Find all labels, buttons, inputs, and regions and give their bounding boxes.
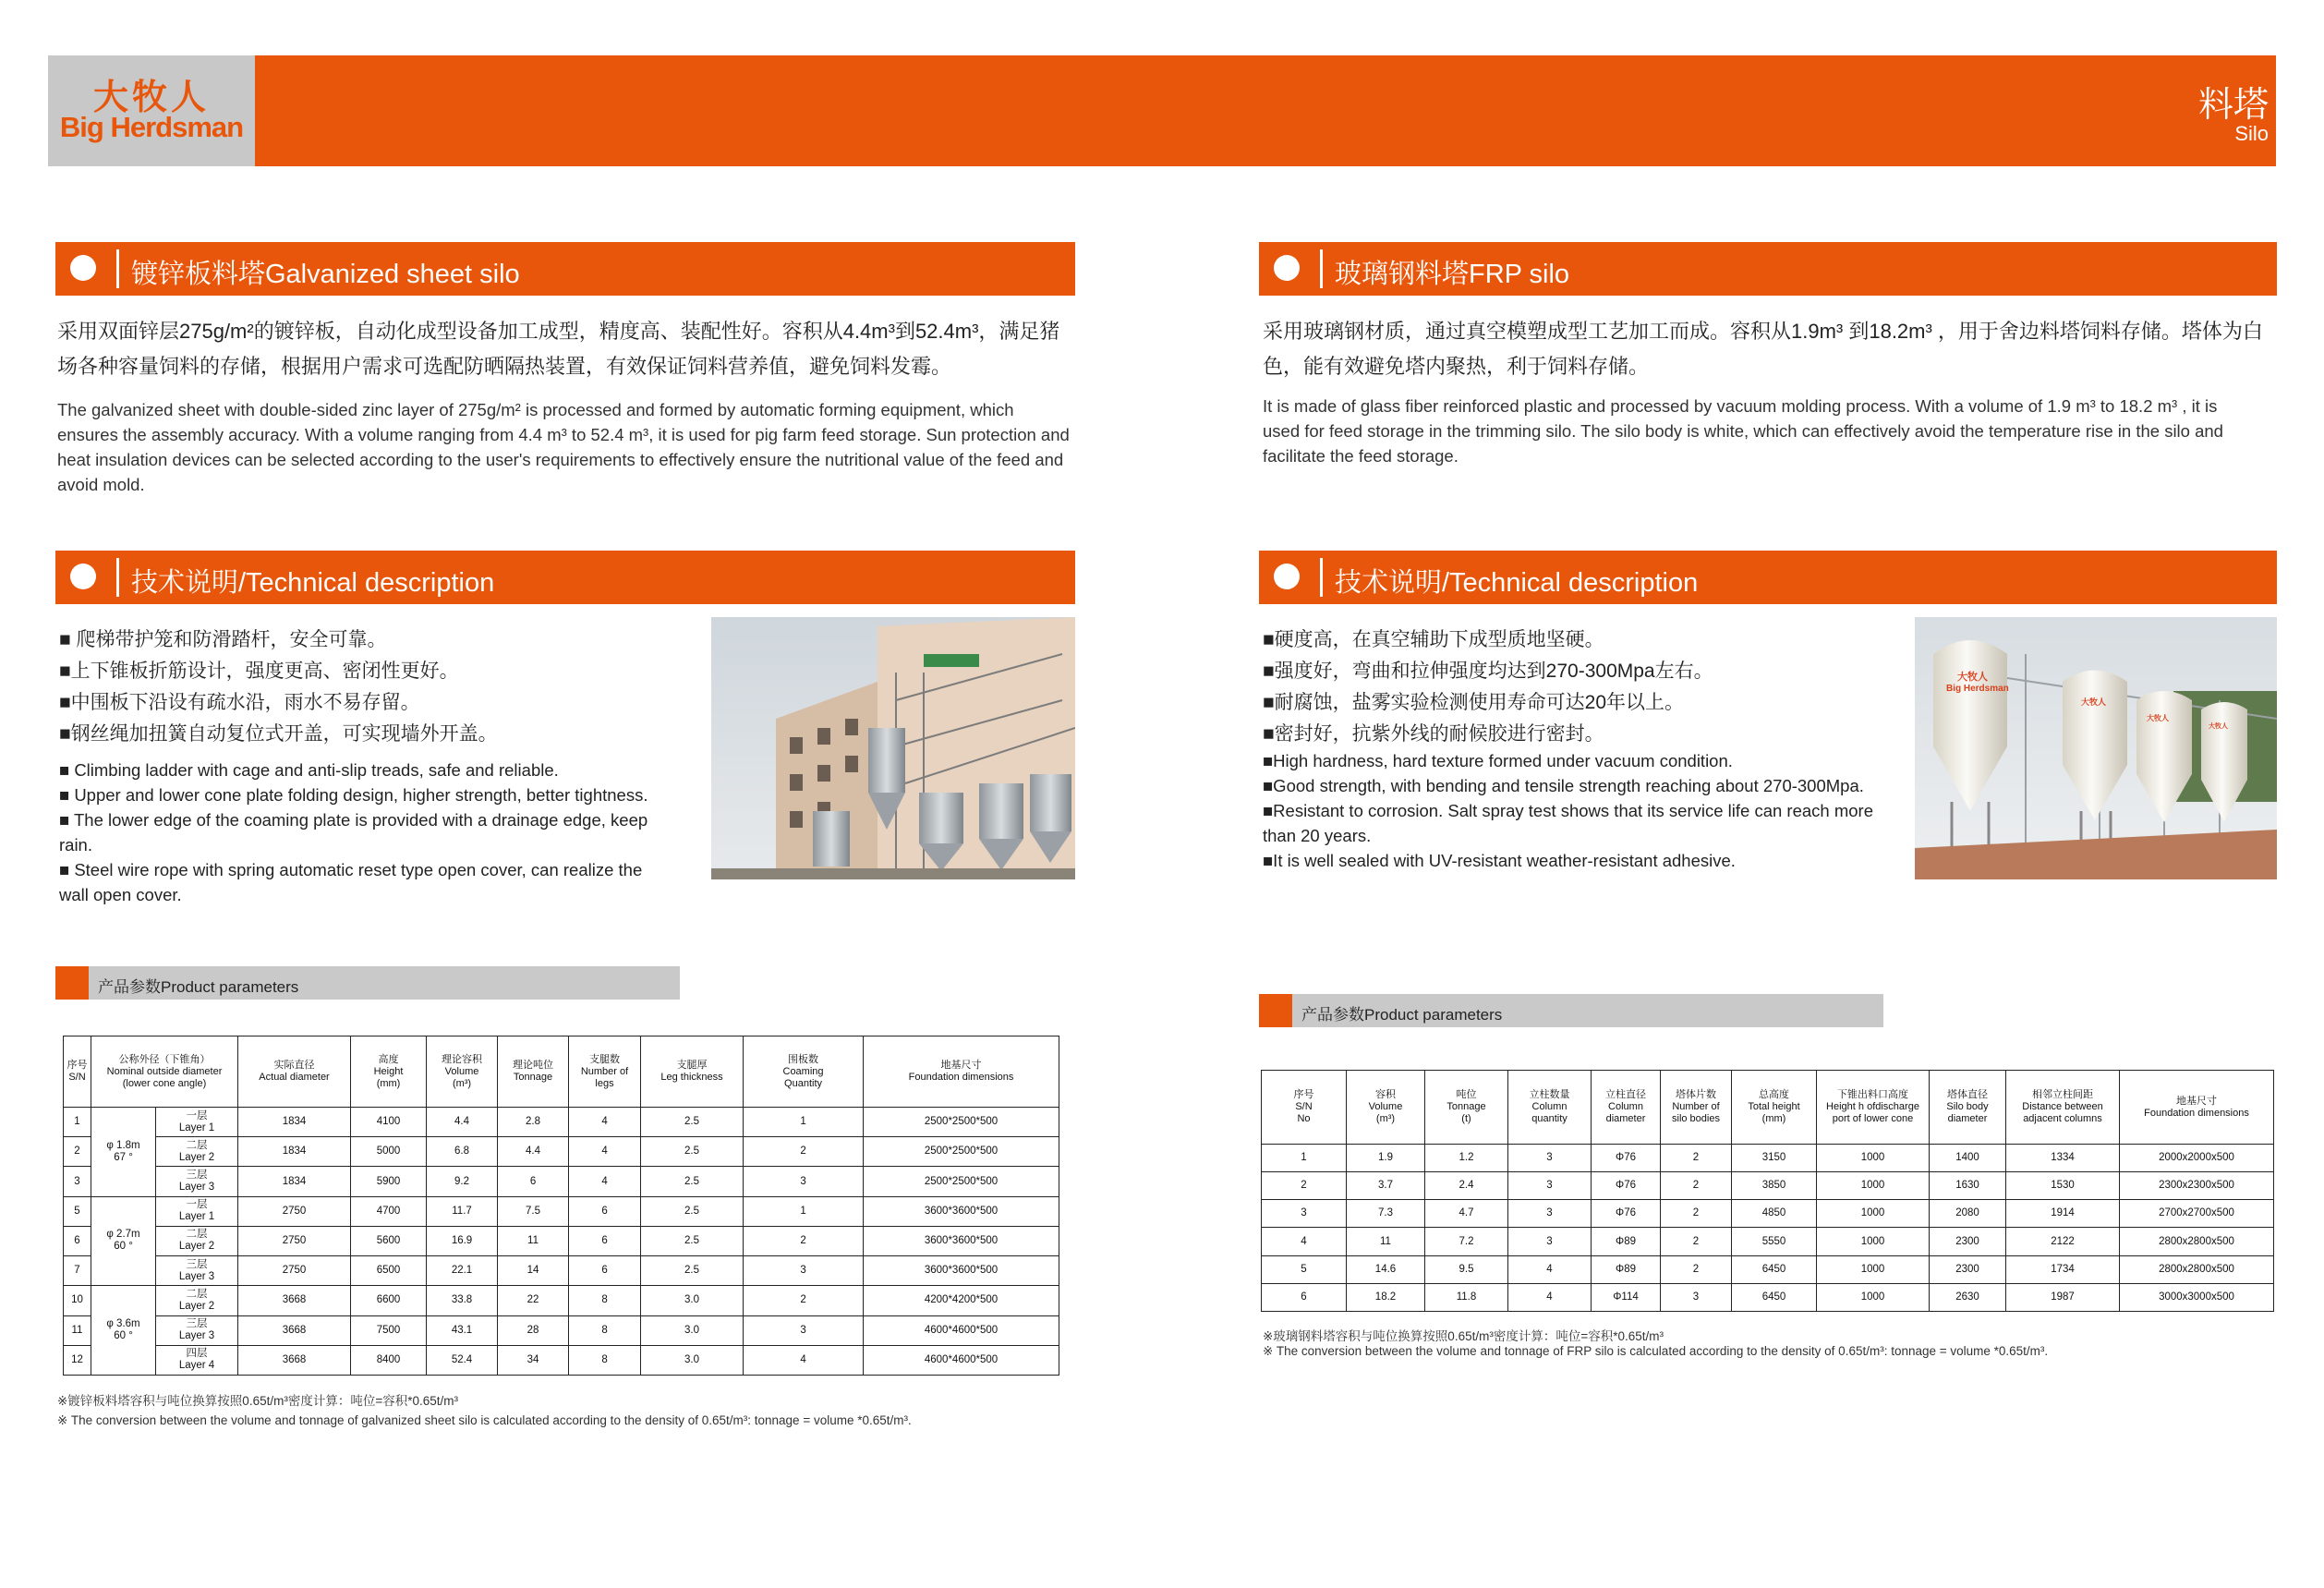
table-cell: 10 — [64, 1286, 91, 1315]
table-cell: 3 — [1262, 1200, 1347, 1228]
table-cell: 8 — [569, 1345, 641, 1375]
table-header-cell: 围板数 Coaming Quantity — [744, 1036, 864, 1108]
table-cell: 2 — [64, 1137, 91, 1167]
table-row — [64, 1256, 1059, 1286]
table-cell: 3 — [744, 1256, 864, 1286]
table-cell: 4 — [1508, 1255, 1592, 1283]
table-cell: 1987 — [2006, 1283, 2120, 1311]
table-cell: 14.6 — [1347, 1255, 1425, 1283]
bullet-cn: ■钢丝绳加扭簧自动复位式开盖，可实现墙外开盖。 — [59, 723, 498, 745]
table-cell: 4.7 — [1425, 1200, 1508, 1228]
galvanized-section-bar — [55, 242, 1075, 296]
table-cell: 11 — [498, 1226, 569, 1255]
table-cell: 4 — [1262, 1228, 1347, 1255]
frp-section-title: 玻璃钢料塔FRP silo — [1335, 260, 1570, 289]
table-cell: 3600*3600*500 — [864, 1256, 1059, 1286]
table-cell: 3.0 — [641, 1315, 744, 1345]
galvanized-section-title: 镀锌板料塔Galvanized sheet silo — [131, 260, 520, 289]
table-cell: 二层 Layer 2 — [156, 1226, 238, 1255]
table-header-cell: 塔体片数 Number of silo bodies — [1661, 1071, 1732, 1145]
bullet-en: ■Good strength, with bending and tensile strength reaching about 270-300Mpa. — [1263, 776, 1864, 795]
table-header-cell: 实际直径 Actual diameter — [238, 1036, 351, 1108]
param-square-icon — [1259, 994, 1292, 1027]
table-cell: 1834 — [238, 1108, 351, 1137]
table-cell: 2000x2000x500 — [2120, 1145, 2274, 1172]
table-header-cell: 序号 S/N No — [1262, 1071, 1347, 1145]
table-cell: 3 — [1508, 1228, 1592, 1255]
table-cell: 1.9 — [1347, 1145, 1425, 1172]
table-header-cell: 相邻立柱间距 Distance between adjacent columns — [2006, 1071, 2120, 1145]
galvanized-bullets-en — [59, 758, 650, 907]
bullet-dot-icon — [70, 255, 96, 281]
table-cell: 52.4 — [427, 1345, 498, 1375]
table-header-row — [1262, 1071, 2274, 1145]
table-cell: 11 — [64, 1315, 91, 1345]
bullet-en: ■Resistant to corrosion. Salt spray test shows that its service life can reach more than 20 years. — [1263, 801, 1873, 845]
table-cell: 2.5 — [641, 1196, 744, 1226]
table-cell: Φ114 — [1592, 1283, 1661, 1311]
table-cell: 2750 — [238, 1196, 351, 1226]
table-cell: 4600*4600*500 — [864, 1315, 1059, 1345]
table-row — [64, 1226, 1059, 1255]
bullet-cn: ■中围板下沿设有疏水沿，雨水不易存留。 — [59, 692, 420, 713]
table-cell: 4 — [1508, 1283, 1592, 1311]
table-cell: 2 — [1661, 1255, 1732, 1283]
table-row — [1262, 1283, 2274, 1311]
table-row — [64, 1137, 1059, 1167]
table-cell: 6 — [569, 1226, 641, 1255]
frp-note-en: ※ The conversion between the volume and tonnage of FRP silo is calculated according to the density of 0.65t/m³: tonnage = volume *0.65t/m³. — [1263, 1344, 2049, 1358]
bullet-cn: ■上下锥板折筋设计，强度更高、密闭性更好。 — [59, 661, 459, 682]
table-cell: 1400 — [1930, 1145, 2006, 1172]
bullet-en: ■ The lower edge of the coaming plate is provided with a drainage edge, keep rain. — [59, 810, 648, 855]
table-cell: 一层 Layer 1 — [156, 1108, 238, 1137]
table-header-cell: 立柱数量 Column quantity — [1508, 1071, 1592, 1145]
table-header-cell: 地基尺寸 Foundation dimensions — [2120, 1071, 2274, 1145]
galvanized-silo-photo — [711, 617, 1075, 879]
bullet-en: ■ Upper and lower cone plate folding design, higher strength, better tightness. — [59, 785, 648, 805]
table-cell: 8 — [569, 1286, 641, 1315]
table-cell: 3 — [64, 1167, 91, 1196]
table-cell: 9.5 — [1425, 1255, 1508, 1283]
table-cell: 43.1 — [427, 1315, 498, 1345]
table-cell: 1734 — [2006, 1255, 2120, 1283]
table-cell: 2500*2500*500 — [864, 1108, 1059, 1137]
galvanized-tech-title: 技术说明/Technical description — [131, 568, 495, 598]
table-cell: 1000 — [1817, 1228, 1930, 1255]
bullet-en: ■ Climbing ladder with cage and anti-slip treads, safe and reliable. — [59, 760, 559, 780]
table-cell: 3600*3600*500 — [864, 1226, 1059, 1255]
frp-intro-cn: 采用玻璃钢材质，通过真空模塑成型工艺加工而成。容积从1.9m³ 到18.2m³ ，用于舍边料塔饲料存储。塔体为白色，能有效避免塔内聚热，利于饲料存储。 — [1263, 320, 2263, 378]
table-cell: 33.8 — [427, 1286, 498, 1315]
table-row — [1262, 1200, 2274, 1228]
frp-spec-table — [1261, 1070, 2274, 1312]
table-cell: 7.5 — [498, 1196, 569, 1226]
table-cell: φ 3.6m 60 ° — [91, 1286, 156, 1376]
galvanized-note-en: ※ The conversion between the volume and tonnage of galvanized sheet silo is calculated according to the density of 0.65t/m³: tonnage = volume *0.65t/m³. — [57, 1413, 912, 1427]
table-cell: 4 — [569, 1167, 641, 1196]
table-cell: 11.7 — [427, 1196, 498, 1226]
svg-text:大牧人: 大牧人 — [2209, 723, 2228, 730]
table-cell: 5 — [1262, 1255, 1347, 1283]
table-cell: 1914 — [2006, 1200, 2120, 1228]
table-cell: 2 — [744, 1286, 864, 1315]
table-cell: 3850 — [1732, 1172, 1817, 1200]
table-cell: 2 — [1661, 1228, 1732, 1255]
table-cell: 6500 — [351, 1256, 427, 1286]
table-cell: 16.9 — [427, 1226, 498, 1255]
svg-text:大牧人: 大牧人 — [2081, 697, 2107, 707]
table-cell: Φ89 — [1592, 1228, 1661, 1255]
table-cell: 7.2 — [1425, 1228, 1508, 1255]
table-cell: 3 — [1661, 1283, 1732, 1311]
table-cell: 18.2 — [1347, 1283, 1425, 1311]
bullet-dot-icon — [1274, 255, 1300, 281]
table-cell: 2.5 — [641, 1108, 744, 1137]
table-cell: 3.0 — [641, 1345, 744, 1375]
table-cell: 7500 — [351, 1315, 427, 1345]
galvanized-intro-en: The galvanized sheet with double-sided zinc layer of 275g/m² is processed and formed by automatic forming equipment, which ensures the assembly accuracy. With a volume ranging from 4.4 m³ to 52.4 m³, it is used for pig farm feed storage. Sun protection and heat insulation devices can be selected according to the user's requirements to effectively ensure the nutritional value of the feed and avoid mold. — [57, 400, 1070, 494]
table-cell: 2 — [1661, 1145, 1732, 1172]
table-cell: 2 — [1262, 1172, 1347, 1200]
table-cell: 3.0 — [641, 1286, 744, 1315]
table-cell: 2800x2800x500 — [2120, 1255, 2274, 1283]
table-header-cell: 下锥出料口高度 Height h ofdischarge port of lower cone — [1817, 1071, 1930, 1145]
table-cell: 2.4 — [1425, 1172, 1508, 1200]
table-cell: 7.3 — [1347, 1200, 1425, 1228]
table-cell: 2750 — [238, 1226, 351, 1255]
table-cell: 2.5 — [641, 1137, 744, 1167]
frp-param-bar — [1259, 994, 1883, 1027]
galvanized-param-bar — [55, 966, 680, 1000]
table-cell: 2.5 — [641, 1226, 744, 1255]
table-cell: 三层 Layer 3 — [156, 1315, 238, 1345]
table-cell: 6 — [498, 1167, 569, 1196]
table-cell: 12 — [64, 1345, 91, 1375]
table-header-cell: 容积 Volume (m³) — [1347, 1071, 1425, 1145]
table-cell: 5000 — [351, 1137, 427, 1167]
table-cell: 5 — [64, 1196, 91, 1226]
table-cell: φ 1.8m 67 ° — [91, 1108, 156, 1197]
table-header-cell: 吨位 Tonnage (t) — [1425, 1071, 1508, 1145]
table-cell: 3000x3000x500 — [2120, 1283, 2274, 1311]
table-cell: Φ76 — [1592, 1145, 1661, 1172]
table-cell: 4850 — [1732, 1200, 1817, 1228]
table-cell: 1834 — [238, 1137, 351, 1167]
logo-cn: 大牧人 — [92, 79, 210, 117]
table-row — [64, 1196, 1059, 1226]
table-cell: 4 — [744, 1345, 864, 1375]
table-header-cell: 支腿厚 Leg thickness — [641, 1036, 744, 1108]
table-cell: 2750 — [238, 1256, 351, 1286]
table-cell: 5600 — [351, 1226, 427, 1255]
table-cell: 2122 — [2006, 1228, 2120, 1255]
bullet-dot-icon — [1274, 564, 1300, 589]
frp-bullets-cn — [1263, 624, 1891, 750]
table-cell: 1334 — [2006, 1145, 2120, 1172]
table-row — [64, 1167, 1059, 1196]
table-cell: 4.4 — [427, 1108, 498, 1137]
table-cell: 1 — [64, 1108, 91, 1137]
table-cell: 4.4 — [498, 1137, 569, 1167]
table-cell: 2080 — [1930, 1200, 2006, 1228]
table-cell: 1834 — [238, 1167, 351, 1196]
table-cell: 二层 Layer 2 — [156, 1137, 238, 1167]
table-cell: 4100 — [351, 1108, 427, 1137]
table-header-cell: 立柱直径 Column diameter — [1592, 1071, 1661, 1145]
table-cell: 9.2 — [427, 1167, 498, 1196]
bullet-dot-icon — [70, 564, 96, 589]
table-header-cell: 塔体直径 Silo body diameter — [1930, 1071, 2006, 1145]
table-cell: 2630 — [1930, 1283, 2006, 1311]
galvanized-param-title: 产品参数Product parameters — [98, 978, 299, 996]
table-cell: Φ76 — [1592, 1172, 1661, 1200]
bullet-cn: ■ 爬梯带护笼和防滑踏杆，安全可靠。 — [59, 629, 387, 650]
frp-intro-en: It is made of glass fiber reinforced plastic and processed by vacuum molding process. With a volume of 1.9 m³ to 18.2 m³ , it is used for feed storage in the trimming silo. The silo body is white, which can effectively avoid the temperature rise in the silo and facilitate the feed storage. — [1263, 396, 2223, 466]
table-cell: 28 — [498, 1315, 569, 1345]
table-cell: 四层 Layer 4 — [156, 1345, 238, 1375]
table-cell: 2 — [744, 1137, 864, 1167]
table-cell: 11.8 — [1425, 1283, 1508, 1311]
galvanized-spec-table — [63, 1036, 1059, 1376]
table-row — [64, 1108, 1059, 1137]
frp-note-cn: ※玻璃钢料塔容积与吨位换算按照0.65t/m³密度计算：吨位=容积*0.65t/m³ — [1263, 1329, 1664, 1343]
table-cell: 7 — [64, 1256, 91, 1286]
table-cell: 2.5 — [641, 1256, 744, 1286]
bullet-cn: ■密封好，抗紫外线的耐候胶进行密封。 — [1263, 723, 1604, 745]
table-cell: 1000 — [1817, 1172, 1930, 1200]
table-cell: 3150 — [1732, 1145, 1817, 1172]
table-cell: 2700x2700x500 — [2120, 1200, 2274, 1228]
table-cell: 6450 — [1732, 1255, 1817, 1283]
table-cell: 3668 — [238, 1286, 351, 1315]
table-cell: 2300 — [1930, 1255, 2006, 1283]
table-cell: 22 — [498, 1286, 569, 1315]
table-header-cell: 公称外径（下锥角） Nominal outside diameter (lower cone angle) — [91, 1036, 238, 1108]
frp-tech-title: 技术说明/Technical description — [1335, 568, 1699, 598]
page-title-en: Silo — [2234, 122, 2269, 145]
table-cell: 6 — [569, 1196, 641, 1226]
table-cell: 3 — [1508, 1145, 1592, 1172]
table-cell: 1 — [1262, 1145, 1347, 1172]
table-row — [1262, 1228, 2274, 1255]
table-cell: 4 — [569, 1137, 641, 1167]
table-cell: 3 — [1508, 1172, 1592, 1200]
table-cell: 3668 — [238, 1345, 351, 1375]
table-cell: 2800x2800x500 — [2120, 1228, 2274, 1255]
table-cell: 三层 Layer 3 — [156, 1256, 238, 1286]
table-cell: 1000 — [1817, 1283, 1930, 1311]
table-cell: 8400 — [351, 1345, 427, 1375]
table-cell: 2.8 — [498, 1108, 569, 1137]
table-cell: 3600*3600*500 — [864, 1196, 1059, 1226]
table-cell: 2 — [1661, 1172, 1732, 1200]
galvanized-note-cn: ※镀锌板料塔容积与吨位换算按照0.65t/m³密度计算：吨位=容积*0.65t/m³ — [57, 1394, 458, 1408]
frp-param-title: 产品参数Product parameters — [1301, 1006, 1503, 1024]
table-cell: 1000 — [1817, 1145, 1930, 1172]
galvanized-bullets-cn — [59, 624, 687, 750]
bullet-en: ■ Steel wire rope with spring automatic reset type open cover, can realize the wall open cover. — [59, 860, 643, 904]
bullet-en: ■High hardness, hard texture formed under vacuum condition. — [1263, 751, 1733, 770]
table-cell: 2300x2300x500 — [2120, 1172, 2274, 1200]
table-header-cell: 理论容积 Volume (m³) — [427, 1036, 498, 1108]
frp-tech-bar — [1259, 551, 2277, 604]
table-header-cell: 序号 S/N — [64, 1036, 91, 1108]
table-cell: 11 — [1347, 1228, 1425, 1255]
galvanized-tech-bar — [55, 551, 1075, 604]
bullet-en: ■It is well sealed with UV-resistant weather-resistant adhesive. — [1263, 851, 1736, 870]
frp-silo-photo — [1915, 617, 2277, 879]
svg-text:大牧人: 大牧人 — [1957, 672, 1988, 683]
table-cell: 1000 — [1817, 1200, 1930, 1228]
table-cell: 二层 Layer 2 — [156, 1286, 238, 1315]
table-cell: 1630 — [1930, 1172, 2006, 1200]
table-cell: 34 — [498, 1345, 569, 1375]
table-row — [1262, 1172, 2274, 1200]
table-cell: 2.5 — [641, 1167, 744, 1196]
table-cell: 2 — [744, 1226, 864, 1255]
table-header-row — [64, 1036, 1059, 1108]
table-cell: 一层 Layer 1 — [156, 1196, 238, 1226]
table-cell: Φ89 — [1592, 1255, 1661, 1283]
table-cell: Φ76 — [1592, 1200, 1661, 1228]
bullet-cn: ■耐腐蚀，盐雾实验检测使用寿命可达20年以上。 — [1263, 692, 1685, 713]
table-cell: 14 — [498, 1256, 569, 1286]
table-cell: 1.2 — [1425, 1145, 1508, 1172]
table-row — [1262, 1255, 2274, 1283]
table-cell: φ 2.7m 60 ° — [91, 1196, 156, 1286]
table-cell: 3 — [1508, 1200, 1592, 1228]
table-cell: 2500*2500*500 — [864, 1167, 1059, 1196]
table-cell: 22.1 — [427, 1256, 498, 1286]
table-cell: 6.8 — [427, 1137, 498, 1167]
table-row — [64, 1345, 1059, 1375]
bullet-cn: ■硬度高，在真空辅助下成型质地坚硬。 — [1263, 629, 1604, 650]
table-cell: 3 — [744, 1315, 864, 1345]
header-bar — [48, 55, 2276, 166]
frp-bullets-en — [1263, 748, 1891, 873]
table-header-cell: 支腿数 Number of legs — [569, 1036, 641, 1108]
table-cell: 三层 Layer 3 — [156, 1167, 238, 1196]
table-cell: 4 — [569, 1108, 641, 1137]
table-cell: 8 — [569, 1315, 641, 1345]
table-cell: 6600 — [351, 1286, 427, 1315]
table-cell: 2500*2500*500 — [864, 1137, 1059, 1167]
table-row — [1262, 1145, 2274, 1172]
galvanized-intro-cn: 采用双面锌层275g/m²的镀锌板，自动化成型设备加工成型，精度高、装配性好。容积从4.4m³到52.4m³，满足猪场各种容量饲料的存储，根据用户需求可选配防晒隔热装置，有效保证饲料营养值，避免饲料发霉。 — [57, 320, 1060, 378]
table-cell: 6450 — [1732, 1283, 1817, 1311]
table-header-cell: 总高度 Total height (mm) — [1732, 1071, 1817, 1145]
table-cell: 2300 — [1930, 1228, 2006, 1255]
frp-section-bar — [1259, 242, 2277, 296]
table-cell: 1530 — [2006, 1172, 2120, 1200]
svg-text:Big Herdsman: Big Herdsman — [1946, 684, 2009, 694]
svg-text:大牧人: 大牧人 — [2147, 714, 2169, 722]
param-square-icon — [55, 966, 89, 1000]
table-cell: 1000 — [1817, 1255, 1930, 1283]
table-cell: 6 — [64, 1226, 91, 1255]
table-cell: 1 — [744, 1196, 864, 1226]
table-cell: 3 — [744, 1167, 864, 1196]
page-title-cn: 料塔 — [2197, 86, 2269, 125]
table-cell: 4700 — [351, 1196, 427, 1226]
table-header-cell: 理论吨位 Tonnage — [498, 1036, 569, 1108]
table-cell: 2 — [1661, 1200, 1732, 1228]
table-cell: 4600*4600*500 — [864, 1345, 1059, 1375]
table-row — [64, 1315, 1059, 1345]
table-cell: 5550 — [1732, 1228, 1817, 1255]
table-cell: 4200*4200*500 — [864, 1286, 1059, 1315]
table-row — [64, 1286, 1059, 1315]
table-cell: 3668 — [238, 1315, 351, 1345]
table-cell: 1 — [744, 1108, 864, 1137]
table-cell: 6 — [1262, 1283, 1347, 1311]
table-cell: 3.7 — [1347, 1172, 1425, 1200]
logo-en: Big Herdsman — [59, 111, 244, 143]
table-cell: 6 — [569, 1256, 641, 1286]
table-cell: 5900 — [351, 1167, 427, 1196]
table-header-cell: 地基尺寸 Foundation dimensions — [864, 1036, 1059, 1108]
bullet-cn: ■强度好，弯曲和拉伸强度均达到270-300Mpa左右。 — [1263, 661, 1713, 682]
table-header-cell: 高度 Height (mm) — [351, 1036, 427, 1108]
